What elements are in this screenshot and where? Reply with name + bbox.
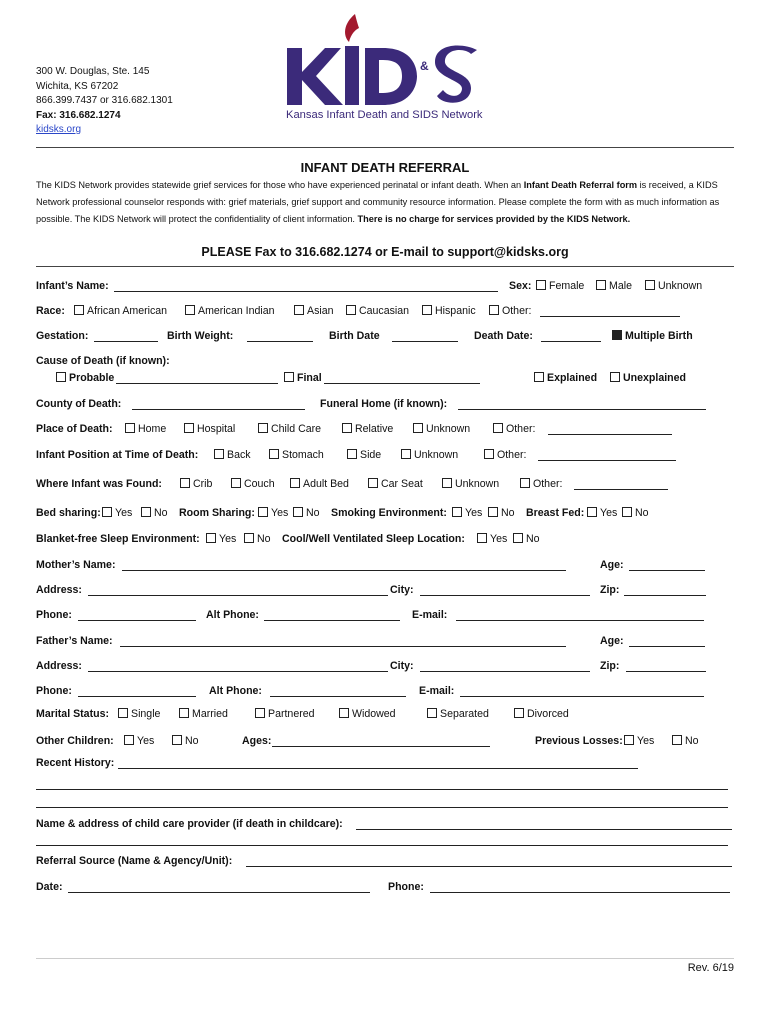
race-african-american[interactable]: African American xyxy=(74,305,167,317)
place-child-care[interactable]: Child Care xyxy=(258,423,321,435)
form-title: INFANT DEATH REFERRAL xyxy=(300,160,470,175)
found-adult-bed[interactable]: Adult Bed xyxy=(290,478,349,490)
mother-email-field[interactable] xyxy=(456,609,704,621)
father-city-field[interactable] xyxy=(420,660,590,672)
recent-history-label: Recent History: xyxy=(36,757,115,769)
where-found-label: Where Infant was Found: xyxy=(36,478,162,490)
referral-source-field[interactable] xyxy=(246,855,732,867)
found-other[interactable]: Other: xyxy=(520,478,562,490)
county-label: County of Death: xyxy=(36,398,122,410)
marital-divorced[interactable]: Divorced xyxy=(514,708,569,720)
cool-well-yes[interactable]: Yes xyxy=(477,533,507,545)
intro-end: . xyxy=(627,214,631,224)
infant-position-label: Infant Position at Time of Death: xyxy=(36,449,199,461)
mother-alt-phone-label: Alt Phone: xyxy=(206,609,259,621)
recent-history-line-3[interactable] xyxy=(36,807,728,808)
cool-well-no[interactable]: No xyxy=(513,533,540,545)
previous-losses-yes[interactable]: Yes xyxy=(624,735,654,747)
other-children-no[interactable]: No xyxy=(172,735,199,747)
room-sharing-label: Room Sharing: xyxy=(179,507,255,519)
race-asian[interactable]: Asian xyxy=(294,305,334,317)
revision-label: Rev. 6/19 xyxy=(687,962,734,974)
child-care-provider-field[interactable] xyxy=(356,818,732,830)
cause-of-death-label: Cause of Death (if known): xyxy=(36,355,170,367)
phone-bottom-label: Phone: xyxy=(388,881,424,893)
marital-status-label: Marital Status: xyxy=(36,708,109,720)
funeral-home-label: Funeral Home (if known): xyxy=(320,398,448,410)
race-other[interactable]: Other: xyxy=(489,305,531,317)
father-address-label: Address: xyxy=(36,660,82,672)
ages-label: Ages: xyxy=(242,735,272,747)
ages-field[interactable] xyxy=(272,735,490,747)
father-name-label: Father’s Name: xyxy=(36,635,113,647)
child-care-provider-line-2[interactable] xyxy=(36,845,728,846)
intro-text-2: is received, a KIDS Network professional counselor responds with: grief materials, grief support and community resource information. Please complete the form with as much information as possible. The KIDS Network will protect the confidentiality of client information. xyxy=(36,180,720,224)
marital-married[interactable]: Married xyxy=(179,708,228,720)
breast-fed-label: Breast Fed: xyxy=(526,507,585,519)
found-couch[interactable]: Couch xyxy=(231,478,275,490)
blanket-free-yes[interactable]: Yes xyxy=(206,533,236,545)
mother-city-field[interactable] xyxy=(420,584,590,596)
fax-instructions: PLEASE Fax to 316.682.1274 or E-mail to support@kidsks.org xyxy=(201,245,569,259)
mother-alt-phone-field[interactable] xyxy=(264,609,400,621)
position-stomach[interactable]: Stomach xyxy=(269,449,324,461)
recent-history-line-2[interactable] xyxy=(36,789,728,790)
mother-zip-label: Zip: xyxy=(600,584,620,596)
found-car-seat[interactable]: Car Seat xyxy=(368,478,423,490)
cause-final[interactable]: Final xyxy=(284,372,322,384)
father-age-field[interactable] xyxy=(629,635,705,647)
logo-graphic xyxy=(285,10,495,125)
org-address xyxy=(36,65,173,138)
marital-separated[interactable]: Separated xyxy=(427,708,489,720)
other-children-yes[interactable]: Yes xyxy=(124,735,154,747)
room-sharing-yes[interactable]: Yes xyxy=(258,507,288,519)
found-other-field[interactable] xyxy=(574,478,668,490)
infant-name-field[interactable] xyxy=(114,280,498,292)
mother-name-field[interactable] xyxy=(122,559,566,571)
found-crib[interactable]: Crib xyxy=(180,478,212,490)
room-sharing-no[interactable]: No xyxy=(293,507,320,519)
marital-widowed[interactable]: Widowed xyxy=(339,708,396,720)
place-of-death-label: Place of Death: xyxy=(36,423,113,435)
address-fax: Fax: 316.682.1274 xyxy=(36,109,121,121)
blanket-free-label: Blanket-free Sleep Environment: xyxy=(36,533,200,545)
sex-unknown[interactable]: Unknown xyxy=(645,280,702,292)
bed-sharing-yes[interactable]: Yes xyxy=(102,507,132,519)
blanket-free-no[interactable]: No xyxy=(244,533,271,545)
logo-tagline: Kansas Infant Death and SIDS Network xyxy=(286,109,483,121)
father-age-label: Age: xyxy=(600,635,624,647)
breast-fed-no[interactable]: No xyxy=(622,507,649,519)
father-city-label: City: xyxy=(390,660,414,672)
father-zip-label: Zip: xyxy=(600,660,620,672)
birth-weight-label: Birth Weight: xyxy=(167,330,234,342)
bed-sharing-no[interactable]: No xyxy=(141,507,168,519)
place-hospital[interactable]: Hospital xyxy=(184,423,235,435)
marital-single[interactable]: Single xyxy=(118,708,160,720)
cause-unexplained[interactable]: Unexplained xyxy=(610,372,686,384)
race-american-indian[interactable]: American Indian xyxy=(185,305,275,317)
place-relative[interactable]: Relative xyxy=(342,423,393,435)
smoking-yes[interactable]: Yes xyxy=(452,507,482,519)
race-label: Race: xyxy=(36,305,65,317)
previous-losses-no[interactable]: No xyxy=(672,735,699,747)
probable-field[interactable] xyxy=(116,372,278,384)
county-field[interactable] xyxy=(132,398,305,410)
referral-source-label: Referral Source (Name & Agency/Unit): xyxy=(36,855,233,867)
place-other[interactable]: Other: xyxy=(493,423,535,435)
child-care-provider-label: Name & address of child care provider (if death in childcare): xyxy=(36,818,343,830)
cause-probable[interactable]: Probable xyxy=(56,372,114,384)
mother-age-label: Age: xyxy=(600,559,624,571)
mother-email-label: E-mail: xyxy=(412,609,448,621)
footer-divider xyxy=(36,958,734,959)
address-line-2: Wichita, KS 67202 xyxy=(36,80,119,92)
website-link[interactable]: kidsks.org xyxy=(36,124,82,135)
address-phone: 866.399.7437 or 316.682.1301 xyxy=(36,95,173,106)
cause-explained[interactable]: Explained xyxy=(534,372,597,384)
place-unknown[interactable]: Unknown xyxy=(413,423,470,435)
cool-well-label: Cool/Well Ventilated Sleep Location: xyxy=(282,533,465,545)
birth-date-label: Birth Date xyxy=(329,330,380,342)
phone-bottom-field[interactable] xyxy=(430,881,730,893)
recent-history-field[interactable] xyxy=(118,757,638,769)
bed-sharing-label: Bed sharing: xyxy=(36,507,101,519)
birth-weight-field[interactable] xyxy=(247,330,313,342)
gestation-label: Gestation: xyxy=(36,330,89,342)
mother-phone-label: Phone: xyxy=(36,609,72,621)
sex-female[interactable]: Female xyxy=(536,280,584,292)
position-back[interactable]: Back xyxy=(214,449,251,461)
gestation-field[interactable] xyxy=(94,330,158,342)
mother-zip-field[interactable] xyxy=(624,584,706,596)
race-caucasian[interactable]: Caucasian xyxy=(346,305,409,317)
intro-bold-1: Infant Death Referral form xyxy=(523,180,638,190)
death-date-field[interactable] xyxy=(541,330,601,342)
place-home[interactable]: Home xyxy=(125,423,166,435)
multiple-birth[interactable]: Multiple Birth xyxy=(612,330,693,342)
svg-text:&: & xyxy=(420,59,429,73)
sex-label: Sex: xyxy=(509,280,532,292)
race-other-field[interactable] xyxy=(540,305,680,317)
father-phone-label: Phone: xyxy=(36,685,72,697)
father-name-field[interactable] xyxy=(120,635,566,647)
father-phone-field[interactable] xyxy=(78,685,196,697)
position-other[interactable]: Other: xyxy=(484,449,526,461)
date-label: Date: xyxy=(36,881,63,893)
birth-date-field[interactable] xyxy=(392,330,458,342)
marital-partnered[interactable]: Partnered xyxy=(255,708,315,720)
mother-city-label: City: xyxy=(390,584,414,596)
kids-logo xyxy=(285,10,495,125)
infant-name-label: Infant’s Name: xyxy=(36,280,109,292)
father-email-field[interactable] xyxy=(460,685,704,697)
father-email-label: E-mail: xyxy=(419,685,455,697)
father-address-field[interactable] xyxy=(88,660,388,672)
father-alt-phone-label: Alt Phone: xyxy=(209,685,262,697)
funeral-home-field[interactable] xyxy=(458,398,706,410)
mother-age-field[interactable] xyxy=(629,559,705,571)
breast-fed-yes[interactable]: Yes xyxy=(587,507,617,519)
fax-divider xyxy=(36,266,734,267)
intro-bold-2: There is no charge for services provided by the KIDS Network xyxy=(357,214,628,224)
previous-losses-label: Previous Losses: xyxy=(535,735,623,747)
mother-phone-field[interactable] xyxy=(78,609,196,621)
place-other-field[interactable] xyxy=(548,423,672,435)
father-zip-field[interactable] xyxy=(626,660,706,672)
found-unknown[interactable]: Unknown xyxy=(442,478,499,490)
intro-text-1: The KIDS Network provides statewide grief services for those who have experienced perinatal or infant death. When an xyxy=(36,180,524,190)
mother-name-label: Mother’s Name: xyxy=(36,559,116,571)
position-unknown[interactable]: Unknown xyxy=(401,449,458,461)
intro-paragraph xyxy=(36,177,734,228)
mother-address-label: Address: xyxy=(36,584,82,596)
smoking-no[interactable]: No xyxy=(488,507,515,519)
race-hispanic[interactable]: Hispanic xyxy=(422,305,476,317)
father-alt-phone-field[interactable] xyxy=(270,685,406,697)
mother-address-field[interactable] xyxy=(88,584,388,596)
position-side[interactable]: Side xyxy=(347,449,381,461)
position-other-field[interactable] xyxy=(538,449,676,461)
date-field[interactable] xyxy=(68,881,370,893)
other-children-label: Other Children: xyxy=(36,735,114,747)
address-line-1: 300 W. Douglas, Ste. 145 xyxy=(36,66,150,77)
death-date-label: Death Date: xyxy=(474,330,533,342)
sex-male[interactable]: Male xyxy=(596,280,632,292)
header-divider xyxy=(36,147,734,148)
smoking-label: Smoking Environment: xyxy=(331,507,447,519)
final-field[interactable] xyxy=(324,372,480,384)
